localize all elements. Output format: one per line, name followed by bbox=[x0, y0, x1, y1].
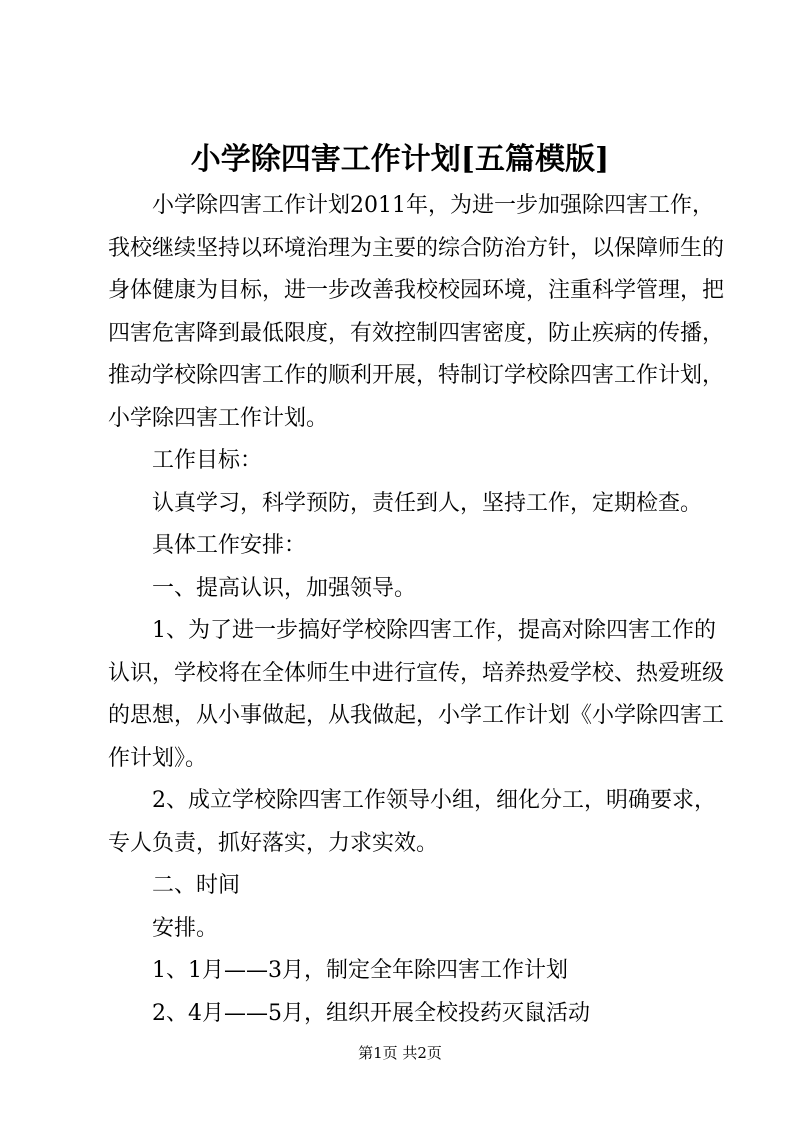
body-line-12: 认识，学校将在全体师生中进行宣传，培养热爱学校、热爱班级 bbox=[108, 660, 725, 686]
body-line-15: 2、成立学校除四害工作领导小组，细化分工，明确要求， bbox=[152, 788, 716, 813]
page-footer: 第1页 共2页 bbox=[358, 1044, 442, 1062]
body-line-20: 2、4月——5月，组织开展全校投药灭鼠活动 bbox=[152, 1000, 590, 1026]
body-line-5: 推动学校除四害工作的顺利开展，特制订学校除四害工作计划， bbox=[108, 363, 725, 388]
body-line-13: 的思想，从小事做起，从我做起，小学工作计划《小学除四害工 bbox=[108, 703, 725, 728]
body-line-4: 四害危害降到最低限度，有效控制四害密度，防止疾病的传播， bbox=[108, 320, 725, 346]
body-line-10: 一、提高认识，加强领导。 bbox=[152, 575, 417, 601]
body-line-11: 1、为了进一步搞好学校除四害工作，提高对除四害工作的 bbox=[152, 618, 716, 643]
body-line-18: 安排。 bbox=[152, 915, 219, 941]
body-line-1: 小学除四害工作计划2011年，为进一步加强除四害工作， bbox=[152, 193, 714, 218]
body-line-16: 专人负责，抓好落实，力求实效。 bbox=[108, 830, 439, 856]
body-line-9: 具体工作安排： bbox=[152, 533, 307, 558]
body-line-14: 作计划》。 bbox=[108, 745, 208, 771]
body-line-19: 1、1月——3月，制定全年除四害工作计划 bbox=[152, 958, 568, 983]
body-line-3: 身体健康为目标，进一步改善我校校园环境，注重科学管理，把 bbox=[108, 278, 725, 303]
document-body bbox=[108, 185, 725, 1035]
body-line-2: 我校继续坚持以环境治理为主要的综合防治方针，以保障师生的 bbox=[108, 235, 725, 261]
body-line-8: 认真学习，科学预防，责任到人，坚持工作，定期检查。 bbox=[152, 490, 703, 516]
body-line-17: 二、时间 bbox=[152, 873, 241, 898]
body-line-6: 小学除四害工作计划。 bbox=[108, 405, 329, 431]
document-title: 小学除四害工作计划[五篇模版] bbox=[190, 142, 610, 177]
body-line-7: 工作目标： bbox=[152, 448, 263, 473]
